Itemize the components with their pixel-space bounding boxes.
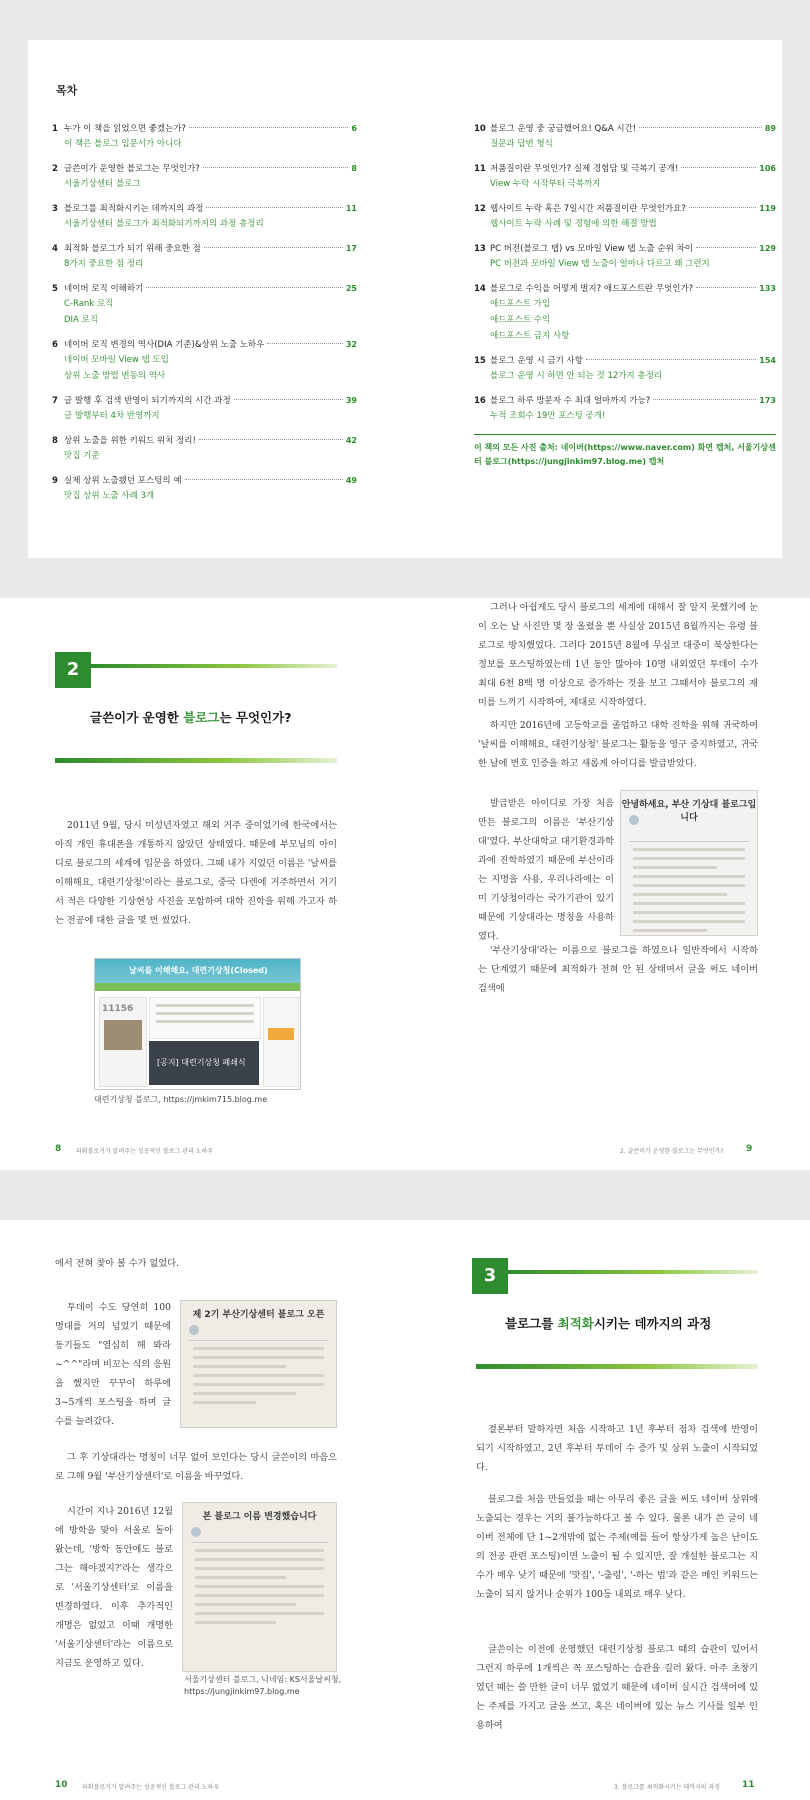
toc-entry-line [52,394,357,408]
toc-subentry: 서울기상센터 블로그 [64,179,141,189]
toc-subentry: 애드포스트 가입 [490,299,551,309]
visitor-counter: 11156 [102,1004,134,1014]
toc-leader-dots [206,207,342,208]
orange-widget [268,1028,294,1040]
toc-subentry: 질문과 답변 형식 [490,139,553,149]
chapter-bottom-bar [55,758,337,763]
banner-text: [공지] 대련기상청 폐쇄식 [157,1058,246,1067]
toc-leader-dots [586,359,756,360]
chapter-number-badge: 3 [472,1258,508,1294]
toc-number: 2 [52,164,58,174]
toc-entry-line [474,354,776,368]
toc-title: 네이버 로직 이해하기 [64,284,144,294]
dalian-blog-screenshot [94,958,301,1090]
toc-subentry: 블로그 운영 시 하면 안 되는 것 12가지 총정리 [490,371,663,381]
toc-page-number: 129 [759,244,776,253]
toc-page-number: 39 [345,396,357,405]
toc-leader-dots [203,167,349,168]
toc-title: 누가 이 책을 읽었으면 좋겠는가? [64,124,187,134]
chapter-bottom-bar [476,1364,758,1369]
toc-leader-dots [204,247,343,248]
toc-title: 블로그 운영 시 금기 사항 [490,356,583,366]
toc-subentry: View 누락 시작부터 극복까지 [490,179,601,189]
toc-page-number: 106 [759,164,776,173]
chapter-title: 글쓴이가 운영한 블로그는 무엇인가? [90,710,292,725]
name-change-screenshot [182,1502,337,1672]
toc-entry-line [474,282,776,296]
shot-title: 안녕하세요, 부산 기상대 블로그입니다 [621,800,757,823]
toc-entry [474,394,776,424]
toc-leader-dots [199,439,343,440]
toc-title: 네이버 로직 변경의 역사(DIA 기준)&상위 노출 노하우 [64,340,265,350]
page-number-8: 8 [55,1144,62,1154]
chapter-top-bar [91,664,337,668]
toc-entry-line [52,338,357,352]
toc-subentry: 네이버 모바일 View 탭 도입 [64,355,169,365]
toc-leader-dots [267,343,343,344]
avatar [189,1325,199,1335]
toc-title: 실제 상위 노출됐던 포스팅의 예 [64,476,182,486]
toc-subentry: 이 책은 블로그 입문서가 아니다 [64,139,182,149]
toc-title: 웹사이트 누락 혹은 7일시간 저품질이란 무엇인가요? [490,204,686,214]
page10-para3: 그 후 기상대라는 명칭이 너무 없어 보인다는 당시 글쓴이의 마음으로 그해 9월 '부산기상센터'로 이름을 바꾸었다. [55,1452,337,1482]
chapter-number-badge: 2 [55,652,91,688]
toc-title: 블로그를 최적화시키는 데까지의 과정 [64,204,204,214]
toc-entry-line [474,122,776,136]
blog-sidebar [99,997,147,1087]
profile-photo [104,1020,142,1050]
toc-title: 저품질이란 무엇인가? 실제 경험담 및 극복기 공개! [490,164,679,174]
chapter-title: 블로그를 최적화시키는 데까지의 과정 [505,1316,712,1331]
toc-page-number: 25 [345,284,357,293]
toc-subentry: 서울기상센터 블로그가 최적화되기까지의 과정 총정리 [64,219,264,229]
toc-title: PC 버전(블로그 탭) vs 모바일 View 탭 노출 순위 차이 [490,244,694,254]
toc-title: 글쓴이가 운영한 블로그는 무엇인가? [64,164,200,174]
grass-strip [95,983,300,991]
spread-pages-8-9 [0,598,810,1170]
page9-para4: '부산기상대'라는 이름으로 블로그를 하였으나 일반작에서 시작하는 단계였기 때문에 최적화가 전혀 안 된 상태여서 글을 써도 네이버 검색에 [478,945,758,994]
toc-entry-line [52,162,357,176]
toc-entry [474,202,776,232]
toc-page-number: 49 [345,476,357,485]
toc-leader-dots [689,207,756,208]
page9-para2: 하지만 2016년에 고등학교를 졸업하고 대학 진학을 위해 귀국하여 '날씨를 이해해요, 대련기상청' 블로그는 활동을 영구 중지하였고, 귀국한 날에 번호 인증을 하고 새롭게 아이디를 발급받았다. [478,720,758,769]
page-number-11: 11 [742,1780,755,1790]
toc-page-number: 32 [345,340,357,349]
toc-page-number: 89 [764,124,776,133]
toc-number: 15 [474,356,486,366]
post-list [149,997,261,1039]
toc-entry [52,242,357,272]
toc-leader-dots [185,479,343,480]
toc-number: 13 [474,244,486,254]
page-number-9: 9 [746,1144,753,1154]
toc-subentry: 애드포스트 수익 [490,315,551,325]
page11-para1: 결론부터 말하자면 처음 시작하고 1년 후부터 점차 검색에 반영이 되기 시작하였고, 2년 후부터 투데이 수 증가 및 상위 노출이 시작되었다. [476,1424,758,1473]
toc-page [28,40,782,558]
busan-blog-screenshot [620,790,758,936]
toc-leader-dots [696,247,756,248]
photo-credit: 이 책의 모든 사진 출처: 네이버(https://www.naver.com) 화면 캡처, 서울기상센터 블로그(https://jungjinkim97.blog.me) 캡처 [474,434,776,469]
toc-entry-line [52,474,357,488]
page11-para3: 글쓴이는 이전에 운영했던 대련기상청 블로그 때의 습관이 있어서 그런지 하루에 1개씩은 꼭 포스팅하는 습관을 길러 왔다. 아주 초창기였던 때는 쓸 만한 글이 너무 없었기 때문에 네이버 실시간 검색어에 있는 주제를 가지고 글을 쓰고, 혹은 네이버에 있는 뉴스 기사를 일부 인용하여 [476,1644,758,1731]
notice-banner [149,1041,259,1085]
toc-leader-dots [653,399,756,400]
toc-page-number: 173 [759,396,776,405]
page10-para4: 시간이 지나 2016년 12월에 방학을 맞아 서울로 돌아왔는데, '방학 동안에도 블로그는 해야겠지?'라는 생각으로 '서울기상센터'로 이름을 변경하였다. 이후 추가적인 개명은 없었고 이때 개명한 '서울기상센터'라는 이름으로 지금도 운영하고 있다. [55,1506,173,1669]
toc-leader-dots [189,127,348,128]
blog-title: 날씨를 이해해요, 대련기상청(Closed) [129,966,268,975]
toc-subentry: 글 발행부터 4차 반영까지 [64,411,160,421]
toc-title: 글 발행 후 검색 반영이 되기까지의 시간 과정 [64,396,231,406]
toc-title: 블로그 운영 중 궁금했어요! Q&A 시간! [490,124,637,134]
shot-title: 본 블로그 이름 변경했습니다 [202,1512,317,1522]
toc-entry-line [474,202,776,216]
toc-number: 16 [474,396,486,406]
toc-number: 14 [474,284,486,294]
toc-entry [474,242,776,272]
toc-subentry: DIA 로직 [64,315,98,325]
toc-number: 11 [474,164,486,174]
toc-leader-dots [639,127,762,128]
page9-para3: 발급받은 아이디로 가장 처음 만든 블로그의 이름은 '부산기상대'였다. 부산대학교 대기환경과학과에 진학하였기 때문에 부산이라는 지명을 사용, 우리나라에는 이미 기상청이라는 국가기관이 있기 때문에 기상대라는 명칭을 사용하였다. [478,798,614,942]
toc-entry [474,354,776,384]
toc-right-column [474,122,776,469]
toc-entry [474,282,776,344]
toc-title: 블로그 하루 방문자 수 최대 얼마까지 가능? [490,396,651,406]
toc-title: 상위 노출을 위한 키워드 위치 정리! [64,436,196,446]
toc-entry-line [52,242,357,256]
toc-number: 12 [474,204,486,214]
spread-pages-10-11 [0,1220,810,1800]
toc-subentry: 맛집 기준 [64,451,100,461]
toc-entry [52,202,357,232]
toc-subentry: 웹사이트 누락 사례 및 경험에 의한 해결 방법 [490,219,657,229]
toc-number: 3 [52,204,58,214]
running-head-right: 3. 블로그를 최적화시키는 데까지의 과정 [614,1784,721,1791]
figure-caption-line2: https://jungjinkim97.blog.me [184,1687,300,1696]
toc-title: 블로그로 수익을 어떻게 벌지? 애드포스트란 무엇인가? [490,284,694,294]
toc-page-number: 42 [345,436,357,445]
figure-caption-line1: 서울기상센터 블로그, 닉네임: KS서울날씨청, [184,1675,342,1684]
toc-page-number: 11 [345,204,357,213]
toc-number: 7 [52,396,58,406]
toc-subentry: C-Rank 로직 [64,299,114,309]
toc-entry-line [474,242,776,256]
running-head-right: 2. 글쓴이가 운영한 블로그는 무엇인가? [620,1148,724,1155]
page8-body: 2011년 9월, 당시 미성년자였고 해외 거주 중이었기에 한국에서는 아직 개인 휴대폰을 개통하지 않았던 상태였다. 때문에 부모님의 아이디로 블로그의 세계에 입문을 하였다. 그때 내가 지었던 이름은 '날씨를 이해해요, 대련기상청'이라는 블로그로, 중국 다렌에 거주하면서 거기서 적은 다양한 기상현상 사진을 포함하여 대학 진학을 위해 가고자 하는 전공에 대한 글을 몇 번 썼었다. [55,820,337,926]
toc-page-number: 17 [345,244,357,253]
toc-entry-line [474,394,776,408]
blog-header [95,959,300,991]
toc-subentry: 누적 조회수 19만 포스팅 공개! [490,411,606,421]
toc-entry [474,162,776,192]
toc-number: 4 [52,244,58,254]
toc-entry [52,282,357,328]
page9-para1: 그러나 아쉽게도 당시 블로그의 세계에 대해서 잘 알지 못했기에 눈이 오는 날 사진만 몇 장 올렸을 뿐 사실상 2015년 8월까지는 유령 블로그로 방치했었다. 그러다 2015년 8월에 무심코 대중이 북상한다는 정보를 포스팅하였는데 1년 동안 많아야 10명 내외였던 투데이 수가 최대 6천 8백 명 이상으로 증가하는 것을 보고 그때서야 블로그의 재미를 느끼기 시작하여, 제대로 시작하였다. [478,602,758,708]
toc-entry [52,122,357,152]
toc-number: 5 [52,284,58,294]
avatar [191,1527,201,1537]
shot-title: 제 2기 부산기상센터 블로그 오픈 [192,1310,325,1320]
toc-entry [52,162,357,192]
toc-subentry: 8가지 중요한 점 정리 [64,259,144,269]
page10-para1: 에서 전혀 찾아 볼 수가 없었다. [55,1258,180,1269]
toc-page-number: 6 [351,124,357,133]
toc-leader-dots [696,287,756,288]
toc-entry [52,338,357,384]
toc-number: 1 [52,124,58,134]
toc-number: 8 [52,436,58,446]
toc-leader-dots [146,287,343,288]
toc-entry-line [52,122,357,136]
toc-number: 10 [474,124,486,134]
toc-page-number: 154 [759,356,776,365]
toc-leader-dots [234,399,343,400]
toc-subentry: 상위 노출 방법 변동의 역사 [64,371,166,381]
blog-right-panel [263,997,299,1087]
page-number-10: 10 [55,1780,68,1790]
toc-entry-line [52,434,357,448]
toc-page-number: 8 [351,164,357,173]
toc-number: 6 [52,340,58,350]
page11-para2: 블로그를 처음 만들었을 때는 아무리 좋은 글을 써도 네이버 상위에 노출되는 경우는 거의 불가능하다고 볼 수 있다. 물론 내가 쓴 글이 네이버 전체에 단 1~2개밖에 없는 주제(예를 들어 항상가게 높은 난이도의 전공 관련 포스팅)이면 노출이 될 수 있지만, 잘 개설한 블로그는 지수가 매우 낮기 때문에 '맛집', '-출렁', '-하는 법'과 같은 메인 키워드는 노출이 되지 않거나 순위가 100등 내외로 매우 낮다. [476,1494,758,1600]
toc-subentry: 맛집 상위 노출 사례 3개 [64,491,155,501]
chapter-top-bar [508,1270,758,1274]
toc-entry [52,434,357,464]
toc-heading: 목차 [56,84,78,97]
toc-entry-line [52,202,357,216]
page10-para2: 투데이 수도 당연히 100명대를 거의 넘었기 때문에 동기들도 "열심히 해 봐라~^^"라며 비꼬는 식의 응원을 했지만 꾸꾸이 하루에 3~5개씩 포스팅을 하며 글 수를 늘려갔다. [55,1302,171,1427]
toc-page-number: 133 [759,284,776,293]
toc-entry [52,394,357,424]
figure-caption: 대련기상청 블로그, https://jmkim715.blog.me [94,1095,268,1104]
toc-entry [52,474,357,504]
running-head-left: 파워블로거가 알려주는 성공적인 블로그 관리 노하우 [82,1784,220,1791]
toc-left-column [52,122,357,514]
toc-title: 최적화 블로그가 되기 위해 중요한 점 [64,244,201,254]
toc-subentry: 애드포스트 금지 사항 [490,331,570,341]
toc-number: 9 [52,476,58,486]
toc-subentry: PC 버전과 모바일 View 탭 노출이 얼마나 다르고 왜 그런지 [490,259,710,269]
avatar [629,815,639,825]
toc-leader-dots [681,167,756,168]
toc-entry-line [52,282,357,296]
running-head-left: 파워블로거가 알려주는 성공적인 블로그 관리 노하우 [76,1148,214,1155]
busan-center-open-screenshot [180,1300,337,1428]
toc-entry-line [474,162,776,176]
toc-entry [474,122,776,152]
toc-page-number: 119 [759,204,776,213]
